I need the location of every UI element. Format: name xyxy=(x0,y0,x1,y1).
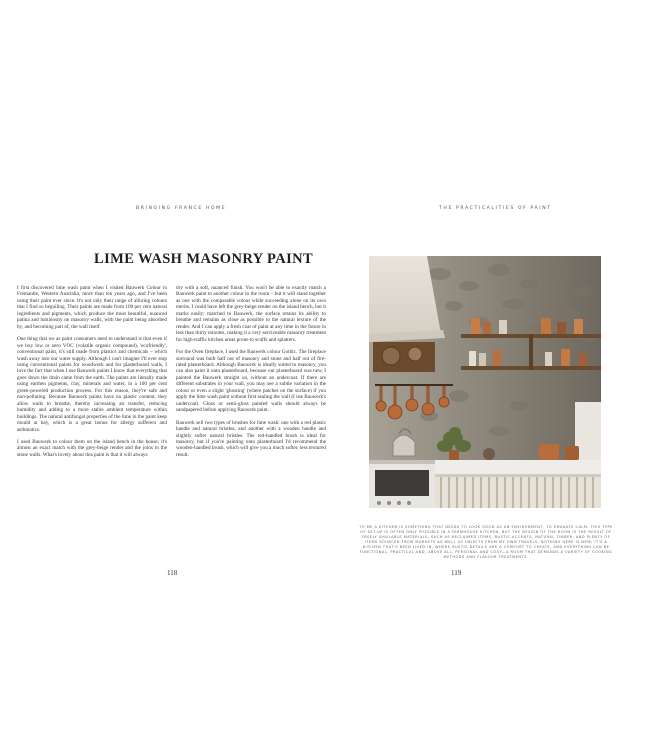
text-column-2 xyxy=(176,285,326,464)
paragraph: I first discovered lime wash paint when I visited Bauwerk Colour in Fremantle, Western Australia, more than ten years ago, and I've been using their paint ever since. It's not only their range of alluring colours that I find so beguiling. Their paints are made from 100 per cent natural ingredients and pigments, which produce the most beautiful, nuanced patina and luminosity on masonry walls, with the paint being absorbed by, and becoming part of, the wall itself. xyxy=(17,285,167,330)
paragraph: One thing that we as paint consumers need to understand is that even if we buy low or zero VOC (volatile organic compound), 'ecofriendly', conventional paint, it's still made from plastics and chemicals – which wash away into our water supply. Although I can't imagine I'll ever stop using conventional paints for woodwork and for plasterboard walls, I love the fact that when I use Bauwerk paints I know that everything that goes down the drain came from the earth. The paints are literally made using earthen pigments, clay, minerals and water, in a 100 per cent green-powered production process. For this reason, they're safe and non-polluting. Because Bauwerk paints have no plastic content, they allow walls to breathe, thereby increasing air transfer, reducing humidity and adding to a more stable ambient temperature within buildings. The natural antifungal properties of the lime in the paint keep mould at bay, which is a great bonus for allergy sufferers and asthmatics. xyxy=(17,336,167,433)
page-number: 118 xyxy=(167,569,178,577)
right-page xyxy=(329,0,658,734)
photo-caption: TO ME A KITCHEN IS SOMETHING THAT NEEDS TO LOOK GOOD AS AN ENVIRONMENT, TO EMANATE CALM. THIS TYPE OF SET-UP IS OFTEN ONLY POSSIBLE IN A FARMHOUSE KITCHEN, BUT THE DESIGN OF THE ROOM IS THE RESULT OF FREELY AVAILABLE MATERIALS, SUCH AS RECLAIMED ITEMS, RUSTIC ACCENTS, NATURAL TIMBER, AND PLENTY OF ITEMS SOURCED FROM MARKETS AS WELL AS OBJECTS FROM MY OWN TRAVELS. NOTHING HERE IS NEW; IT'S A KITCHEN THAT'S BEEN LIVED IN, WHERE RUSTIC DETAILS ARE A COMFORT TO CREATE, AND EVERYTHING CAN BE FUNCTIONAL, PRACTICAL AND, ABOVE ALL, PERSONAL AND COSY—A ROOM THAT DEMANDS A VARIETY OF COOKING METHODS AND FLAVOUR TREATMENTS. xyxy=(359,525,613,559)
paragraph: Bauwerk sell two types of brushes for lime wash: one with a red plastic handle and natural bristles, and another with a wooden handle and slightly softer natural bristles. The red-handled brush is ideal for masonry, but if you're painting onto plasterboard I'd recommend the wooden-handled brush, which will give you a much softer, less textured result. xyxy=(176,419,326,458)
running-head: THE PRACTICALITIES OF PAINT xyxy=(439,206,552,211)
text-column-1 xyxy=(17,285,167,464)
article-title: LIME WASH MASONRY PAINT xyxy=(94,251,314,267)
page-number: 119 xyxy=(451,569,462,577)
kitchen-photo xyxy=(369,256,601,508)
running-head: BRINGING FRANCE HOME xyxy=(136,206,227,211)
kitchen-illustration xyxy=(369,256,601,508)
paragraph: dry with a soft, nuanced finish. You won't be able to exactly match a Bauwerk paint to another colour in the room – but it will stand together as one with the comparable colour while succeeding alone on its own merits. I could have left the grey-beige render on the island bench, but it marks easily; matched to Bauwerk, the surface retains its ability to breathe and remains as close as possible to the natural texture of the render. And I can apply a fresh coat of paint at any time in the future in less than thirty minutes, making it a very serviceable masonry treatment for high-traffic kitchen areas prone to scuffs and splatters. xyxy=(176,285,326,343)
paragraph: I used Bauwerk to colour them on the island bench in the house; it's almost an exact match with the grey-beige render and the joins in the stone walls. What's lovely about this paint is that it will always xyxy=(17,438,167,458)
paragraph: For the Oven fireplace, I used the Bauwerk colour Gothic. The fireplace surround was built half out of masonry and stone and half out of fire-rated plasterboard. Although Bauwerk is ideally suited to masonry, you can also paint it onto plasterboard, because our plasterboard was new, I painted the Bauwerk straight on, without an undercoat. If there are different substrates in your wall, you may see a subtle variation in the colour or even a slight 'ghosting' (where patches on the surface) if you apply the lime wash paint without first sealing the wall (I use Bauwerk's undercoat). Gloss or semi-gloss painted walls should always be sandpapered before applying Bauwerk paint. xyxy=(176,349,326,414)
